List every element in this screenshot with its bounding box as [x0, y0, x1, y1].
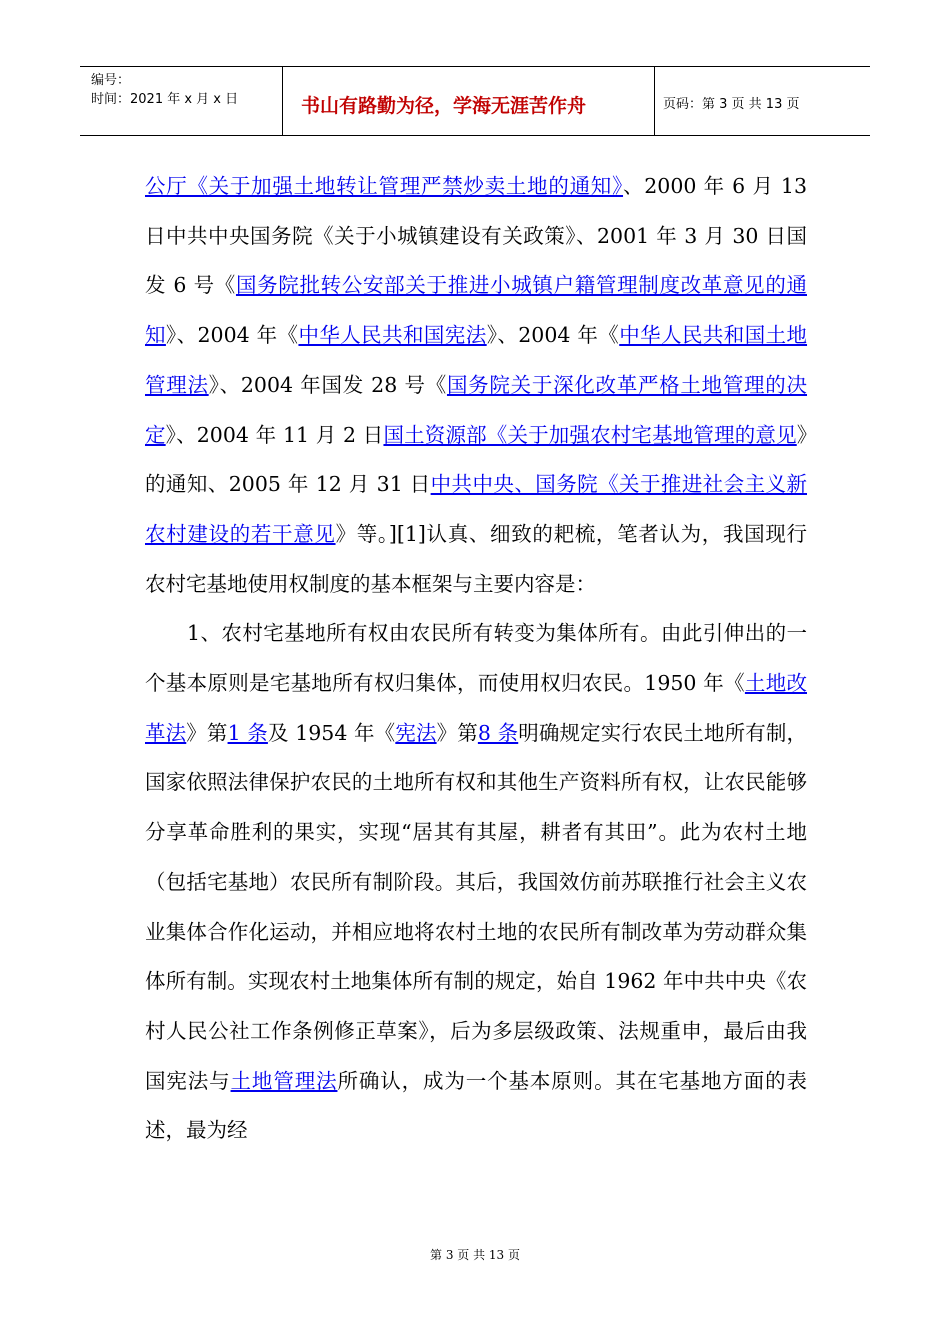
- header-motto: 书山有路勤为径，学海无涯苦作舟: [283, 67, 655, 135]
- link-land-administration-law[interactable]: 中华人民共和国土地管理法: [145, 323, 808, 397]
- text-span: 》第: [186, 720, 228, 745]
- text-span: 》第: [436, 720, 478, 745]
- paragraph-ownership: [145, 609, 807, 1156]
- link-new-countryside-opinions[interactable]: 中共中央、国务院《关于推进社会主义新农村建设的若干意见: [145, 472, 807, 546]
- text-span: 》的通知、2005 年 12 月 31 日: [145, 422, 807, 497]
- header-meta: [80, 67, 283, 135]
- text-span: 》、2004 年 11 月 2 日: [165, 422, 384, 447]
- text-span: 所确认，成为一个基本原则。其在宅基地方面的表述，最为经: [145, 1068, 808, 1143]
- link-article-1[interactable]: 1 条: [227, 720, 268, 745]
- text-span: 1、农村宅基地所有权由农民所有转变为集体所有。由此引伸出的一个基本原则是宅基地所有权归集体，而使用权归农民。1950 年《: [145, 621, 807, 696]
- link-land-administration-law-2[interactable]: 土地管理法: [230, 1068, 338, 1093]
- text-span: 》、2004 年国发 28 号《: [208, 372, 447, 397]
- link-state-council-decision[interactable]: 国务院关于深化改革严格土地管理的决定: [145, 372, 808, 447]
- number-label: 编号：: [91, 73, 131, 88]
- text-span: 》等。][1]认真、细致的耙梳，笔者认为，我国现行农村宅基地使用权制度的基本框架与主要内容是：: [145, 521, 807, 596]
- link-notice-land-transfer[interactable]: 公厅《关于加强土地转让管理严禁炒卖土地的通知》: [145, 174, 624, 198]
- header-page-info: 页码：第 3 页 共 13 页: [663, 96, 800, 112]
- link-article-8[interactable]: 8 条: [477, 720, 519, 745]
- text-span: 及 1954 年《: [267, 720, 396, 745]
- text-span: 》、2004 年《: [486, 323, 620, 348]
- text-span: 、2000 年 6 月 13 日中共中央国务院《关于小城镇建设有关政策》、2001 年 3 月 30 日国发 6 号《: [145, 174, 807, 298]
- link-ministry-homestead-opinion[interactable]: 国土资源部《关于加强农村宅基地管理的意见: [383, 422, 797, 447]
- link-household-registration-reform[interactable]: 国务院批转公安部关于推进小城镇户籍管理制度改革意见的通知: [145, 273, 807, 348]
- paragraph-references: [145, 162, 807, 609]
- link-constitution[interactable]: 中华人民共和国宪法: [298, 323, 487, 348]
- link-land-reform-law[interactable]: 土地改革法: [145, 671, 807, 745]
- time-label: 时间：2021 年 x 月 x 日: [91, 92, 239, 107]
- page-header: [80, 66, 870, 136]
- text-span: 明确规定实行农民土地所有制，国家依照法律保护农民的土地所有权和其他生产资料所有权，让农民能够分享革命胜利的果实，实现“居其有其屋，耕者有其田”。此为农村土地（包括宅基地）农民所有制阶段。其后，我国效仿前苏联推行社会主义农业集体合作化运动，并相应地将农村土地的农民所有制改革为劳动群众集体所有制。实现农村土地集体所有制的规定，始自 1962 年中共中央《农村人民公社工作条例修正草案》，后为多层级政策、法规重申，最后由我国宪法与: [145, 720, 808, 1093]
- document-body: [145, 162, 807, 1156]
- page-footer: 第 3 页 共 13 页: [430, 1248, 520, 1262]
- link-constitution-1954[interactable]: 宪法: [395, 720, 437, 745]
- text-span: 》、2004 年《: [165, 323, 299, 348]
